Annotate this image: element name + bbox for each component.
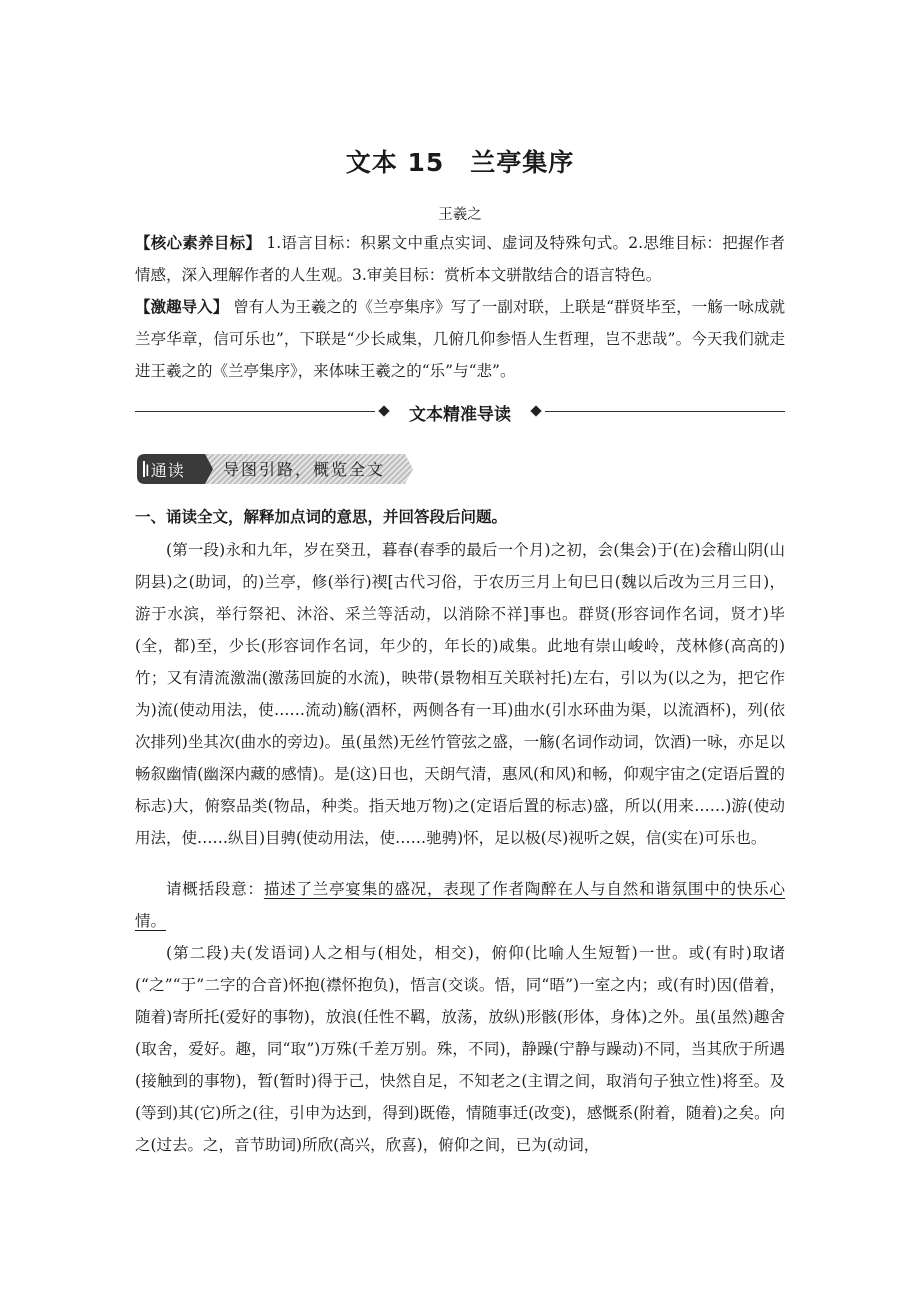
reading-banner	[135, 452, 415, 486]
summary-answer: 描述了兰亭宴集的盛况，表现了作者陶醉在人与自然和谐氛围中的快乐心情。	[135, 880, 785, 930]
page-title: 文本 15 兰亭集序	[345, 148, 575, 177]
divider-title: 文本精准导读	[409, 405, 511, 425]
banner-subtitle: 导图引路，概览全文	[223, 460, 386, 479]
summary-prompt: 请概括段意：	[166, 880, 264, 898]
section-heading: 一、诵读全文，解释加点词的意思，并回答段后问题。	[135, 508, 508, 526]
core-goals	[135, 227, 785, 291]
summary-question	[135, 873, 785, 937]
goals-text: 1.语言目标：积累文中重点实词、虚词及特殊句式。2.思维目标：把握作者情感，深入理解作者的人生观。3.审美目标：赏析本文骈散结合的语言特色。	[135, 234, 785, 284]
intro-label: 【激趣导入】	[135, 298, 229, 316]
paragraph-1: (第一段)永和九年，岁在癸丑，暮春(春季的最后一个月)之初，会(集会)于(在)会稽山阴(山阴县)之(助词，的)兰亭，修(举行)禊[古代习俗，于农历三月上旬巳日(魏以后改为三月三日)，游于水滨，举行祭祀、沐浴、采兰等活动，以消除不祥]事也。群贤(形容词作名词，贤才)毕(全，都)至，少长(形容词作名词，年少的，年长的)咸集。此地有崇山峻岭，茂林修(高高的)竹；又有清流激湍(激荡回旋的水流)，映带(景物相互关联衬托)左右，引以为(以之为，把它作为)流(使动用法，使……流动)觞(酒杯，两侧各有一耳)曲水(引水环曲为渠，以流酒杯)，列(依次排列)坐其次(曲水的旁边)。虽(虽然)无丝竹管弦之盛，一觞(名词作动词，饮酒)一咏，亦足以畅叙幽情(幽深内藏的感情)。是(这)日也，天朗气清，惠风(和风)和畅，仰观宇宙之(定语后置的标志)大，俯察品类(物品，种类。指天地万物)之(定语后置的标志)盛，所以(用来……)游(使动用法，使……纵目)目骋(使动用法，使……驰骋)怀，足以极(尽)视听之娱，信(实在)可乐也。	[135, 541, 785, 847]
intro-paragraph	[135, 291, 785, 387]
author-name: 王羲之	[438, 207, 482, 223]
goals-label: 【核心素养目标】	[135, 234, 262, 252]
banner-tag: Ⅰ通读	[145, 461, 185, 480]
divider-line-right	[545, 411, 785, 412]
paragraph-2: (第二段)夫(发语词)人之相与(相处，相交)，俯仰(比喻人生短暂)一世。或(有时)取诸(“之”“于”二字的合音)怀抱(襟怀抱负)，悟言(交谈。悟，同“晤”)一室之内；或(有时)因(借着，随着)寄所托(爱好的事物)，放浪(任性不羁，放荡，放纵)形骸(形体，身体)之外。虽(虽然)趣舍(取舍，爱好。趣，同“取”)万殊(千差万别。殊，不同)，静躁(宁静与躁动)不同，当其欣于所遇(接触到的事物)，暂(暂时)得于己，快然自足，不知老之(主谓之间，取消句子独立性)将至。及(等到)其(它)所之(往，引申为达到，得到)既倦，情随事迁(改变)，感慨系(附着，随着)之矣。向之(过去。之，音节助词)所欣(高兴，欣喜)，俯仰之间，已为(动词，	[135, 944, 785, 1154]
section-divider	[135, 400, 785, 424]
intro-text: 曾有人为王羲之的《兰亭集序》写了一副对联，上联是“群贤毕至，一觞一咏成就兰亭华章，信可乐也”，下联是“少长咸集，几俯几仰参悟人生哲理，岂不悲哉”。今天我们就走进王羲之的《兰亭集序》，来体味王羲之的“乐”与“悲”。	[135, 298, 785, 380]
